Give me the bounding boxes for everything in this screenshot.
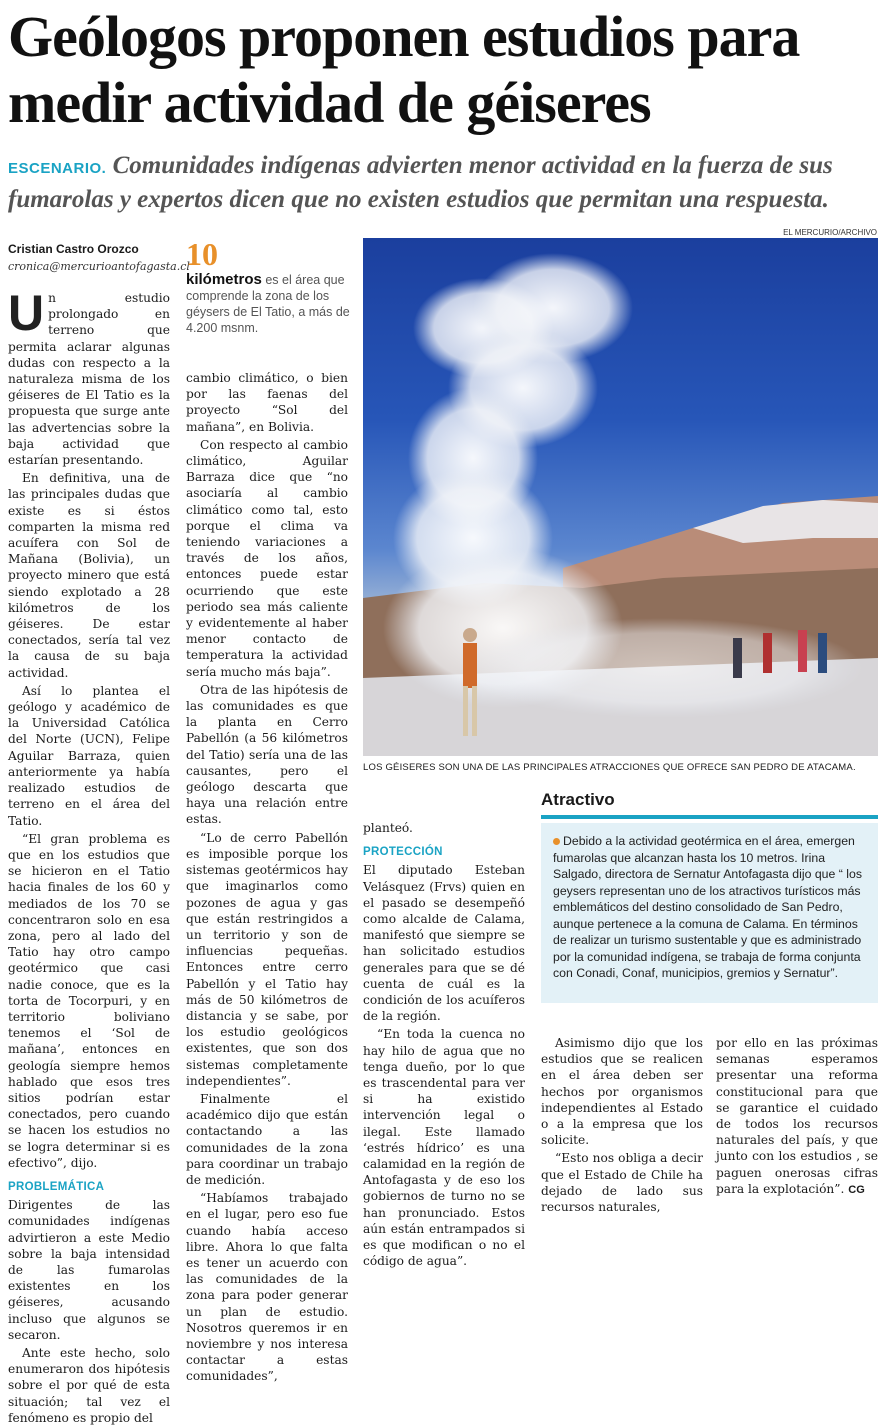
paragraph: Con respecto al cambio climático, Aguilar Barraza dice que “no asociaría al cambio climático como tal, esto porque el clima va teniendo variaciones a través de los años, entonces puede estar ocurriendo que este periodo sea más caliente y evidentemente al haber menor contacto de temperatura la actividad sería mucho más baja”. [186,437,348,679]
paragraph: Ante este hecho, solo enumeraron dos hipótesis sobre el por qué de esta situación; tal vez el fenómeno es propio del [8,1346,170,1425]
stat-unit: kilómetros [186,271,262,288]
paragraph: Otra de las hipótesis de las comunidades es que la planta en Cerro Pabellón (a 56 kilómetros del Tatio) sería una de las causantes, pero el geólogo descarta que haya una relación entre estas. [186,682,348,827]
paragraph: “Lo de cerro Pabellón es imposible porque los sistemas geotérmicos hay que imaginarlos como pozones de agua y gas que están restringidos a un territorio y son de influencias pequeñas. Entonces entre cerro Pabellón y el Tatio hay más de 50 kilómetros de distancia y se sabe, por los estudio geológicos existentes, que son dos sistemas completamente independientes”. [186,830,348,1088]
column-2 [186,370,348,1387]
lead-paragraph [8,150,878,215]
sidebar-box [541,823,878,1003]
box-title: Atractivo [541,790,615,809]
drop-cap: U [8,285,45,341]
geyser-photo-illustration [363,238,878,756]
column-4 [541,1035,703,1217]
paragraph: “Habíamos trabajado en el lugar, pero eso fue cuando había acceso libre. Ahora lo que falta es tener un acuerdo con las comunidades de la zona para poder generar un plan de estudio. Nosotros queremos ir en noviembre y nos interesa contactar a estas comunidades”, [186,1191,348,1384]
stat-number: 10 [186,236,218,272]
subheading-proteccion: PROTECCIÓN [363,846,443,859]
subheading-problematica: PROBLEMÁTICA [8,1180,105,1193]
paragraph: “Esto nos obliga a decir que el Estado de Chile ha dejado de lado sus recursos naturales, [541,1151,703,1215]
box-divider [541,815,878,819]
paragraph: “El gran problema es que en los estudios que se hicieron en el Tatio hacia finales de los 60 y mediados de los 70 se concentraron solo en esa zona, pero al lado del Tatio hay otro campo geotérmico que casi nadie conoce, que es la torta de Tocorpuri, y en territorio boliviano tenemos el ‘Sol de mañana’, entonces en geología siempre hemos hablado que esos tres sitios podrían estar conectados, pero cuando se hacen los estudios no se logra determinar si es efectivo”, dijo. [8,831,170,1170]
paragraph: cambio climático, o bien por las faenas del proyecto “Sol del mañana”, en Bolivia. [186,371,348,434]
lead-text: Comunidades indígenas advierten menor actividad en la fuerza de sus fumarolas y expertos dicen que no existen estudios que permitan una respuesta. [8,152,833,213]
column-5 [716,1035,878,1200]
byline-email[interactable]: cronica@mercurioantofagasta.cl [8,260,190,273]
paragraph: por ello en las próximas semanas esperamos presentar una reforma constitucional para que se garantice el cuidado de todos los recursos naturales del país, y que junto con los estudios , se paguen onerosas cifras para la explotación”. [716,1036,878,1196]
paragraph: Asimismo dijo que los estudios que se realicen en el área deben ser hechos por organismos independientes al Estado o a la empresa que los solicite. [541,1036,703,1148]
paragraph: Finalmente el académico dijo que están contactando a las comunidades de la zona para coordinar un trabajo de medición. [186,1091,348,1187]
bullet-icon [553,838,560,845]
byline-author: Cristian Castro Orozco [8,242,139,256]
stat-description [186,272,356,336]
photo-credit: EL MERCURIO/ARCHIVO [783,228,877,237]
lead-tag: ESCENARIO. [8,160,107,177]
paragraph: planteó. [363,821,413,835]
paragraph: Así lo plantea el geólogo y académico de la Universidad Católica del Norte (UCN), Felipe Aguilar Barraza, quien anteriormente ya había realizado estudios de terreno en el área del Tatio. [8,683,170,828]
end-mark: CG [848,1183,865,1196]
box-text: Debido a la actividad geotérmica en el área, emergen fumarolas que alcanzan hasta los 10 metros. Irina Salgado, directora de Sernatur Antofagasta dijo que “ los geysers representan uno de los atractivos turísticos más emblemáticos del destino consolidado de San Pedro, aunque pertenece a la comuna de Calama. En términos de realizar un turismo sustentable y que es administrado por la comunidad indígena, se trabaja de forma conjunta con Conadi, Conaf, municipios, gremios y Sernatur”. [553,834,862,980]
column-1 [8,285,170,1428]
paragraph: En definitiva, una de las principales dudas que existe es si éstos comparten la misma red acuífera con Sol de Mañana (Bolivia), un proyecto minero que está siendo explotado a 28 kilómetros de los géiseres. De estar conectados, sería tal vez la causa de su baja actividad. [8,471,170,680]
paragraph: “En toda la cuenca no hay hilo de agua que no tenga dueño, por lo que es trascendental para ver si ha existido intervención legal o ilegal. Este llamado ‘estrés hídrico’ es una calamidad en la región de Antofagasta y de eso los gobiernos de turno no se han pronunciado. Estos aún están entrampados si es que modifican o no el código de agua”. [363,1027,525,1269]
headline: Geólogos proponen estudios para medir actividad de géiseres [8,4,800,135]
paragraph: El diputado Esteban Velásquez (Frvs) quien en el pasado se desempeñó como alcalde de Calama, manifestó que siempre se han solicitado estudios generales para que se dé cuenta de cuál es la condición de los acuíferos de la región. [363,863,525,1024]
paragraph: Dirigentes de las comunidades indígenas advirtieron a este Medio sobre la baja intensidad de las fumarolas existentes en los géiseres, acusando incluso que algunos se secaron. [8,1198,170,1342]
geyser-photo [363,238,878,756]
photo-caption: LOS GÉISERES SON UNA DE LAS PRINCIPALES ATRACCIONES QUE OFRECE SAN PEDRO DE ATACAMA. [363,762,856,773]
stat-text: es el área que comprende la zona de los géysers de El Tatio, a más de 4.200 msnm. [186,273,350,335]
column-3 [363,820,525,1271]
paragraph: n estudio prolongado en terreno que permita aclarar algunas dudas con respecto a la naturaleza misma de los géiseres de El Tatio es la propuesta que surge ante las advertencias sobre la baja actividad que estarían presentando. [8,291,170,468]
